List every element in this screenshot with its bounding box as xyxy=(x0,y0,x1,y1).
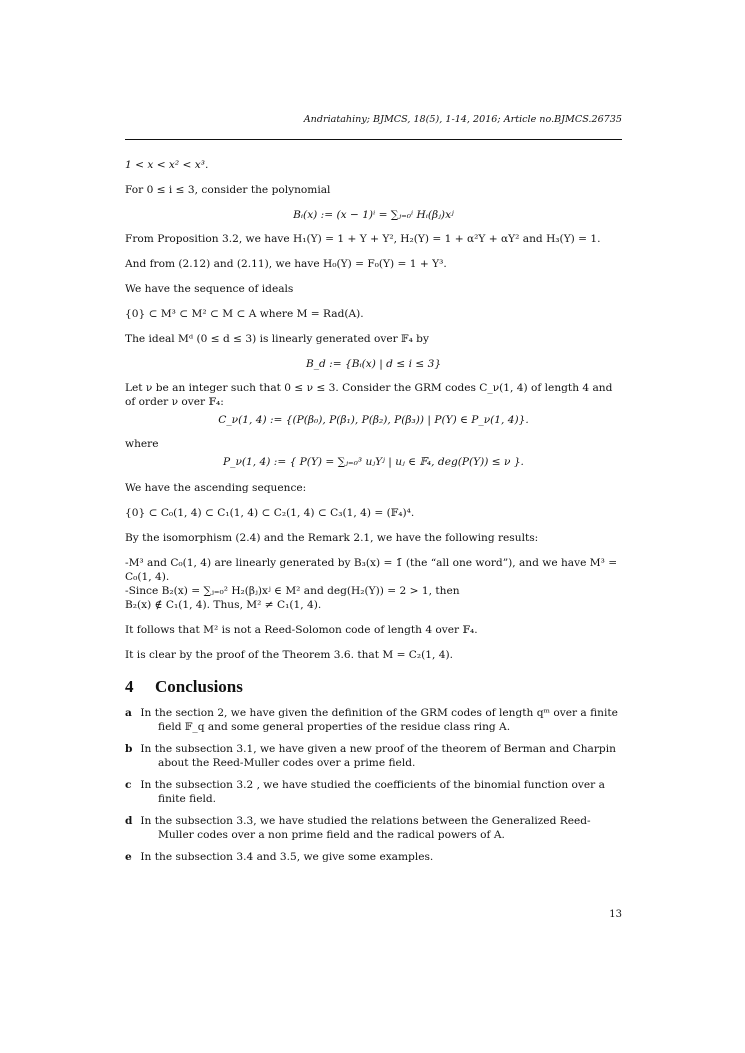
running-header: Andriatahiny; BJMCS, 18(5), 1-14, 2016; Article no.BJMCS.26735 xyxy=(303,114,622,125)
list-item-label: e xyxy=(125,851,132,863)
result-since: -Since B₂(x) = ∑ⱼ₌₀² H₂(βⱼ)xʲ ∈ M² and deg(H₂(Y)) = 2 > 1, then xyxy=(125,585,460,597)
equation-bi: Bᵢ(x) := (x − 1)ⁱ = ∑ⱼ₌₀ⁱ Hᵢ(βⱼ)xʲ xyxy=(293,209,454,221)
list-item-text: In the subsection 3.1, we have given a new proof of the theorem of Berman and Charpin about the Reed-Muller codes over a prime field. xyxy=(140,743,616,769)
result-thus: B₂(x) ∉ C₁(1, 4). Thus, M² ≠ C₁(1, 4). xyxy=(125,599,322,611)
list-item xyxy=(125,850,622,864)
list-item-label: b xyxy=(125,743,133,755)
conclusions-list xyxy=(125,706,622,864)
list-item xyxy=(125,814,622,842)
paragraph-isomorphism: By the isomorphism (2.4) and the Remark 2.1, we have the following results: xyxy=(125,532,539,544)
paragraph-ascending-intro: We have the ascending sequence: xyxy=(125,482,307,494)
ideal-sequence: {0} ⊂ M³ ⊂ M² ⊂ M ⊂ A where M = Rad(A). xyxy=(125,308,364,320)
paragraph-linear-generation: The ideal Mᵈ (0 ≤ d ≤ 3) is linearly generated over 𝔽₄ by xyxy=(125,333,429,345)
list-item-text: In the subsection 3.2 , we have studied the coefficients of the binomial function over a finite field. xyxy=(140,779,605,805)
paragraph-proposition: From Proposition 3.2, we have H₁(Y) = 1 + Y + Y², H₂(Y) = 1 + α²Y + αY² and H₃(Y) = 1. xyxy=(125,233,601,245)
list-item-text: In the subsection 3.4 and 3.5, we give some examples. xyxy=(140,851,434,863)
list-item-label: a xyxy=(125,707,132,719)
section-heading xyxy=(125,677,622,696)
list-item-label: c xyxy=(125,779,132,791)
paragraph-h0: And from (2.12) and (2.11), we have H₀(Y) = F₀(Y) = 1 + Y³. xyxy=(125,258,447,270)
equation-pnu: P_ν(1, 4) := { P(Y) = ∑ⱼ₌₀³ uⱼYʲ | uⱼ ∈ 𝔽₄, deg(P(Y)) ≤ ν }. xyxy=(223,456,524,468)
header-rule xyxy=(125,139,622,140)
paragraph-grm-codes: Let ν be an integer such that 0 ≤ ν ≤ 3. Consider the GRM codes C_ν(1, 4) of length 4 and of order ν over 𝔽₄: xyxy=(125,382,613,408)
equation-cnu: C_ν(1, 4) := {(P(β₀), P(β₁), P(β₂), P(β₃)) | P(Y) ∈ P_ν(1, 4)}. xyxy=(218,414,529,426)
list-item-label: d xyxy=(125,815,133,827)
paragraph-theorem: It is clear by the proof of the Theorem 3.6. that M = C₂(1, 4). xyxy=(125,649,454,661)
list-item xyxy=(125,706,622,734)
inequality-line: 1 < x < x² < x³. xyxy=(125,159,209,171)
result-m3: -M³ and C₀(1, 4) are linearly generated by B₃(x) = 1̄ (the “all one word”), and we have M³ = C₀(1, 4). xyxy=(125,557,618,583)
equation-bd: B_d := {Bᵢ(x) | d ≤ i ≤ 3} xyxy=(305,358,442,370)
list-item xyxy=(125,778,622,806)
list-item-text: In the subsection 3.3, we have studied the relations between the Generalized Reed-Muller codes over a non prime field and the radical powers of A. xyxy=(140,815,591,841)
ascending-sequence: {0} ⊂ C₀(1, 4) ⊂ C₁(1, 4) ⊂ C₂(1, 4) ⊂ C₃(1, 4) = (𝔽₄)⁴. xyxy=(125,507,415,519)
paragraph-polynomial-intro: For 0 ≤ i ≤ 3, consider the polynomial xyxy=(125,184,331,196)
results-block xyxy=(125,556,622,612)
section-title: Conclusions xyxy=(155,677,243,696)
page-number: 13 xyxy=(609,909,622,920)
list-item-text: In the section 2, we have given the definition of the GRM codes of length qᵐ over a finite field 𝔽_q and some general properties of the residue class ring A. xyxy=(140,707,618,733)
section-number: 4 xyxy=(125,677,134,696)
page-body xyxy=(125,158,622,872)
paragraph-ideals-intro: We have the sequence of ideals xyxy=(125,283,294,295)
list-item xyxy=(125,742,622,770)
paragraph-reed-solomon: It follows that M² is not a Reed-Solomon code of length 4 over 𝔽₄. xyxy=(125,624,478,636)
word-where: where xyxy=(125,438,159,450)
